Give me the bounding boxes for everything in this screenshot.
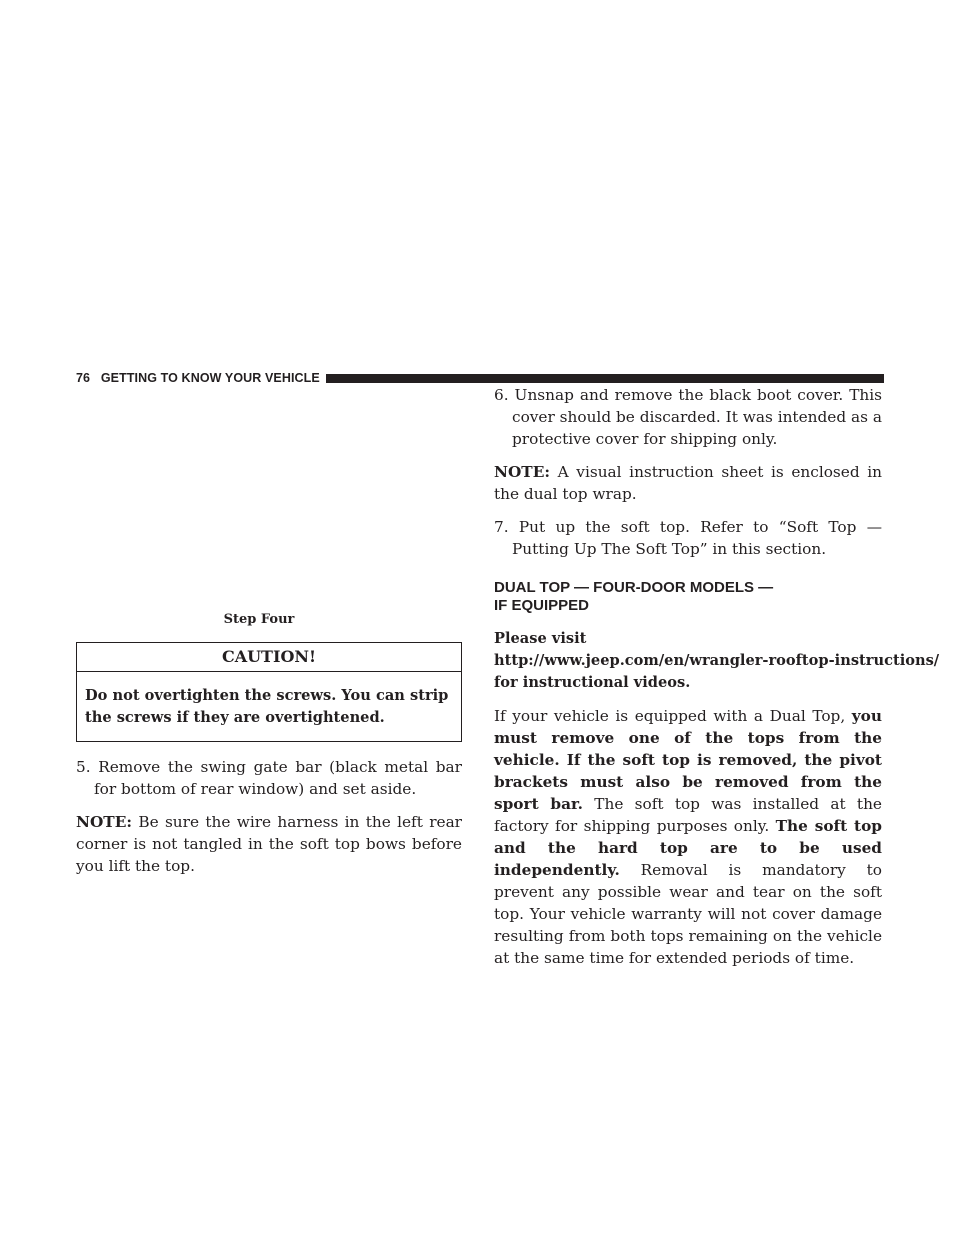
- page-number: 76: [76, 371, 91, 385]
- note-text: A visual instruction sheet is enclosed in the dual top wrap.: [494, 463, 882, 503]
- page-header-text: [76, 371, 320, 385]
- dual-top-bold-2: The soft top and the hard top are to be used independently.: [494, 817, 882, 879]
- heading-line-1: DUAL TOP — FOUR-DOOR MODELS —: [494, 579, 774, 596]
- caution-text: Do not overtighten the screws. You can strip the screws if they are overtightened.: [85, 687, 449, 726]
- header-rule: [326, 374, 884, 383]
- note-label: NOTE:: [76, 813, 132, 831]
- step-7: 7. Put up the soft top. Refer to “Soft Top — Putting Up The Soft Top” in this section.: [494, 518, 882, 558]
- heading-line-2: IF EQUIPPED: [494, 597, 590, 614]
- visit-line-1: Please visit: [494, 630, 587, 647]
- caution-title: CAUTION!: [77, 643, 461, 672]
- section-title: GETTING TO KNOW YOUR VEHICLE: [100, 371, 320, 385]
- right-column: [494, 384, 940, 969]
- section-heading-dual-top: [494, 579, 882, 615]
- visit-instructions: [494, 628, 940, 694]
- step-5: 5. Remove the swing gate bar (black metal bar for bottom of rear window) and set aside.: [76, 758, 462, 798]
- note-wire-harness: [76, 811, 462, 877]
- figure-caption: Step Four: [223, 612, 295, 627]
- note-text: Be sure the wire harness in the left rear corner is not tangled in the soft top bows before you lift the top.: [76, 813, 462, 875]
- dual-top-bold-1: you must remove one of the tops from the vehicle. If the soft top is removed, the pivot brackets must also be removed from the sport bar.: [494, 707, 882, 813]
- step-6: 6. Unsnap and remove the black boot cover. This cover should be discarded. It was intended as a protective cover for shipping only.: [494, 386, 882, 448]
- left-column: [76, 612, 462, 877]
- caution-box: [76, 642, 462, 742]
- dual-top-text-1: If your vehicle is equipped with a Dual Top,: [494, 707, 852, 725]
- dual-top-text-3: Removal is mandatory to prevent any possible wear and tear on the soft top. Your vehicle warranty will not cover damage resulting from both tops remaining on the vehicle at the same time for extended periods of time.: [494, 861, 882, 967]
- visit-url: http://www.jeep.com/en/wrangler-rooftop-instructions/: [494, 652, 940, 669]
- note-instruction-sheet: [494, 461, 882, 505]
- note-label: NOTE:: [494, 463, 550, 481]
- dual-top-text-2: The soft top was installed at the factory for shipping purposes only.: [494, 795, 882, 835]
- dual-top-paragraph: [494, 705, 882, 969]
- visit-line-3: for instructional videos.: [494, 674, 691, 691]
